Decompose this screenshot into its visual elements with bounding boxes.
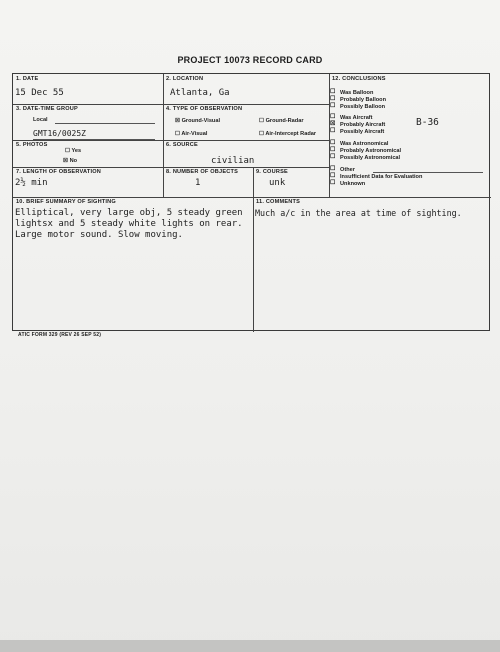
checkbox-icon: ☐	[330, 114, 336, 120]
source-value: civilian	[211, 156, 255, 166]
checkbox-icon: ☐	[330, 180, 336, 186]
card-title: PROJECT 10073 RECORD CARD	[177, 55, 323, 65]
checkbox-icon: ☐	[259, 118, 265, 124]
conclusion-possibly-balloon: ☐ Possibly Balloon	[330, 103, 386, 110]
local-line	[55, 123, 155, 124]
date-label: 1. DATE	[16, 76, 39, 82]
brief-summary-label: 10. BRIEF SUMMARY OF SIGHTING	[16, 199, 116, 205]
checkbox-icon: ☐	[330, 103, 336, 109]
ground-visual-option: ☒ Ground-Visual	[175, 118, 221, 124]
checkbox-icon: ☐	[330, 89, 336, 95]
location-value: Atlanta, Ga	[170, 88, 230, 98]
checkbox-checked-icon: ☒	[175, 118, 181, 124]
conclusion-possibly-aircraft: ☐ Possibly Aircraft	[330, 128, 385, 135]
checkbox-icon: ☐	[65, 148, 71, 154]
source-label: 6. SOURCE	[166, 142, 198, 148]
comments-value: Much a/c in the area at time of sighting.	[255, 208, 462, 218]
course-label: 9. COURSE	[256, 169, 288, 175]
conclusion-probably-aircraft: ☒ Probably Aircraft	[330, 121, 386, 128]
conclusion-insufficient-data: ☐ Insufficient Data for Evaluation	[330, 173, 423, 180]
type-of-observation-label: 4. TYPE OF OBSERVATION	[166, 106, 243, 112]
number-of-objects-value: 1	[195, 178, 201, 188]
conclusion-was-balloon: ☐ Was Balloon	[330, 89, 374, 96]
conclusion-unknown: ☐ Unknown	[330, 180, 366, 187]
checkbox-icon: ☐	[330, 166, 336, 172]
ground-radar-option: ☐ Ground-Radar	[259, 118, 304, 124]
rule	[253, 167, 254, 332]
location-label: 2. LOCATION	[166, 76, 204, 82]
photos-yes-option: ☐ Yes	[65, 148, 82, 154]
conclusion-other: ☐ Other	[330, 166, 355, 173]
air-intercept-radar-option: ☐ Air-Intercept Radar	[259, 131, 317, 137]
local-label: Local	[33, 117, 48, 123]
conclusion-possibly-astronomical: ☐ Possibly Astronomical	[330, 154, 401, 161]
conclusion-was-aircraft: ☐ Was Aircraft	[330, 114, 373, 121]
scan-edge	[0, 640, 500, 652]
checkbox-icon: ☐	[330, 147, 336, 153]
summary-line: Elliptical, very large obj, 5 steady green	[15, 208, 243, 218]
conclusion-probably-astronomical: ☐ Probably Astronomical	[330, 147, 402, 154]
gmt-line	[33, 139, 155, 140]
checkbox-icon: ☐	[175, 131, 181, 137]
conclusions-label: 12. CONCLUSIONS	[332, 76, 386, 82]
photos-no-option: ☒ No	[63, 158, 78, 164]
checkbox-icon: ☐	[330, 154, 336, 160]
length-of-observation-value: 2½ min	[15, 178, 48, 188]
aircraft-type-note: B-36	[416, 117, 439, 128]
checkbox-checked-icon: ☒	[330, 121, 336, 127]
checkbox-checked-icon: ☒	[63, 158, 69, 164]
rule	[13, 167, 329, 168]
checkbox-icon: ☐	[259, 131, 265, 137]
length-of-observation-label: 7. LENGTH OF OBSERVATION	[16, 169, 101, 175]
summary-line: Large motor sound. Slow moving.	[15, 230, 183, 240]
summary-line: lightsx and 5 steady white lights on rear.	[15, 219, 243, 229]
rule	[163, 74, 164, 197]
rule	[13, 104, 329, 105]
form-footer: ATIC FORM 329 (REV 26 SEP 52)	[18, 332, 102, 338]
conclusion-probably-balloon: ☐ Probably Balloon	[330, 96, 386, 103]
course-value: unk	[269, 178, 286, 188]
checkbox-icon: ☐	[330, 128, 336, 134]
number-of-objects-label: 8. NUMBER OF OBJECTS	[166, 169, 239, 175]
record-card-form	[12, 73, 490, 331]
rule	[13, 140, 329, 141]
gmt-value: GMT16/0025Z	[33, 129, 86, 138]
rule	[13, 197, 491, 198]
date-time-group-label: 3. DATE-TIME GROUP	[16, 106, 78, 112]
photos-label: 5. PHOTOS	[16, 142, 48, 148]
comments-label: 11. COMMENTS	[256, 199, 301, 205]
air-visual-option: ☐ Air-Visual	[175, 131, 208, 137]
date-value: 15 Dec 55	[15, 88, 64, 98]
conclusion-was-astronomical: ☐ Was Astronomical	[330, 140, 389, 147]
checkbox-icon: ☐	[330, 173, 336, 179]
checkbox-icon: ☐	[330, 140, 336, 146]
checkbox-icon: ☐	[330, 96, 336, 102]
